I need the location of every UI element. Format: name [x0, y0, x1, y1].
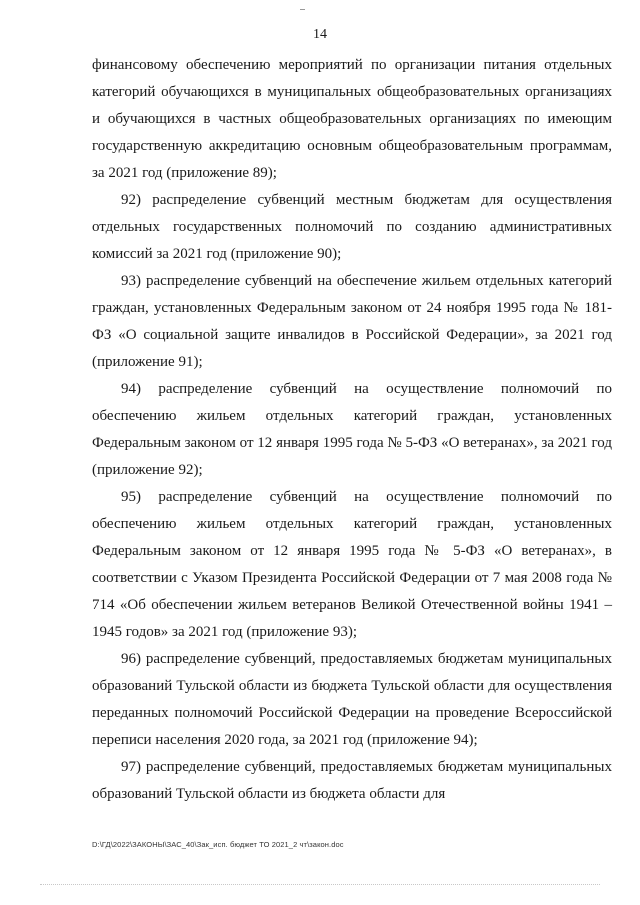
scan-mark — [300, 9, 305, 10]
paragraph-item-95: 95) распределение субвенций на осуществление полномочий по обеспечению жильем отдельных категорий граждан, установленных Федеральным законом от 12 января 1995 года № 5-ФЗ «О ветеранах», в соответствии с Указом Президента Российской Федерации от 7 мая 2008 года № 714 «Об обеспечении жильем ветеранов Великой Отечественной войны 1941 – 1945 годов» за 2021 год (приложение 93); — [92, 489, 612, 640]
paragraph-item-93: 93) распределение субвенций на обеспечение жильем отдельных категорий граждан, установленных Федеральным законом от 24 ноября 1995 года № 181-ФЗ «О социальной защите инвалидов в Российской Федерации», за 2021 год (приложение 91); — [92, 273, 612, 370]
paragraph-continuation: финансовому обеспечению мероприятий по организации питания отдельных категорий обучающихся в муниципальных общеобразовательных организациях и обучающихся в частных общеобразовательных организациях по имеющим государственную аккредитацию основным общеобразовательным программам, за 2021 год (приложение 89); — [92, 57, 612, 181]
paragraph-item-96: 96) распределение субвенций, предоставляемых бюджетам муниципальных образований Тульской области из бюджета Тульской области для осуществления переданных полномочий Российской Федерации на проведение Всероссийской переписи населения 2020 года, за 2021 год (приложение 94); — [92, 651, 612, 748]
paragraph-item-94: 94) распределение субвенций на осуществление полномочий по обеспечению жильем отдельных категорий граждан, установленных Федеральным законом от 12 января 1995 года № 5-ФЗ «О ветеранах», за 2021 год (приложение 92); — [92, 381, 612, 478]
file-path-footer: D:\ГД\2022\ЗАКОНЫ\ЗАС_40\Зак_исп. бюджет ТО 2021_2 чт\закон.doc — [92, 840, 344, 849]
document-body — [92, 52, 612, 808]
paragraph-item-92: 92) распределение субвенций местным бюджетам для осуществления отдельных государственных полномочий по созданию административных комиссий за 2021 год (приложение 90); — [92, 192, 612, 262]
scan-artifact-line — [40, 884, 600, 885]
paragraph-item-97: 97) распределение субвенций, предоставляемых бюджетам муниципальных образований Тульской области из бюджета области для — [92, 759, 612, 802]
page-number: 14 — [313, 27, 327, 42]
